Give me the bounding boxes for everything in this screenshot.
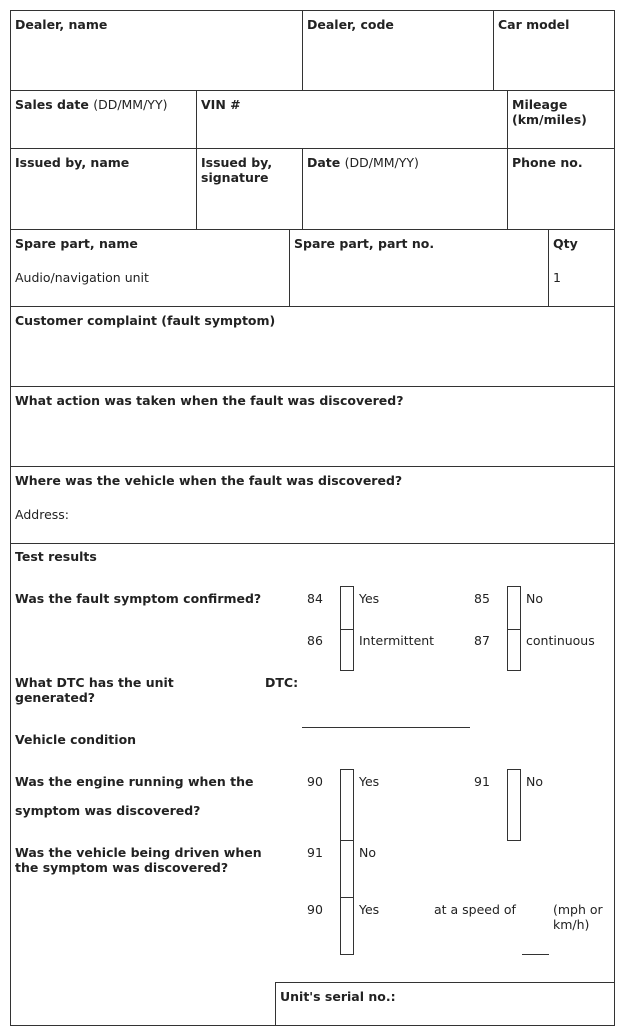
mileage-field[interactable]: [507, 90, 615, 149]
dealer-code-label: Dealer, code: [307, 17, 394, 32]
vin-field[interactable]: [196, 90, 508, 149]
action-taken-field[interactable]: [10, 386, 615, 467]
dealer-name-field[interactable]: [10, 10, 303, 91]
engine-no-code: 91: [474, 774, 490, 789]
engine-yes-label: Yes: [359, 774, 380, 789]
option-84-label: Yes: [359, 591, 380, 606]
driven-yes-checkbox[interactable]: [340, 897, 354, 955]
car-model-label: Car model: [498, 17, 570, 32]
qty-value: 1: [553, 270, 561, 285]
vehicle-location-field[interactable]: [10, 466, 615, 544]
dtc-input-line[interactable]: [302, 727, 470, 728]
dealer-name-label: Dealer, name: [15, 17, 108, 32]
issued-by-signature-field[interactable]: [196, 148, 303, 230]
option-85-checkbox[interactable]: [507, 586, 521, 630]
fault-confirmed-question: Was the fault symptom confirmed?: [15, 591, 262, 606]
car-model-field[interactable]: [493, 10, 615, 91]
vehicle-location-label: Where was the vehicle when the fault was discovered?: [15, 473, 403, 488]
qty-label: Qty: [553, 236, 578, 251]
option-86-checkbox[interactable]: [340, 629, 354, 671]
issued-by-name-field[interactable]: [10, 148, 197, 230]
option-86-code: 86: [307, 633, 323, 648]
speed-text: at a speed of: [434, 902, 516, 917]
mileage-label: Mileage (km/miles): [512, 97, 587, 127]
issued-by-signature-label: Issued by, signature: [201, 155, 273, 185]
driven-no-label: No: [359, 845, 376, 860]
driven-yes-label: Yes: [359, 902, 380, 917]
engine-running-question-line1: Was the engine running when the: [15, 774, 254, 789]
date-field[interactable]: [302, 148, 508, 230]
vin-label: VIN #: [201, 97, 241, 112]
issued-by-name-label: Issued by, name: [15, 155, 130, 170]
sales-date-label: Sales date (DD/MM/YY): [15, 97, 168, 112]
option-87-checkbox[interactable]: [507, 629, 521, 671]
serial-number-field[interactable]: [275, 982, 615, 1026]
spare-part-name-value: Audio/navigation unit: [15, 270, 149, 285]
speed-input-line[interactable]: [522, 954, 549, 955]
option-87-label: continuous: [526, 633, 595, 648]
engine-yes-code: 90: [307, 774, 323, 789]
address-label: Address:: [15, 507, 69, 522]
serial-number-label: Unit's serial no.:: [280, 989, 396, 1004]
phone-field[interactable]: [507, 148, 615, 230]
speed-unit: (mph or km/h): [553, 902, 603, 932]
dealer-code-field[interactable]: [302, 10, 494, 91]
customer-complaint-field[interactable]: [10, 306, 615, 387]
action-taken-label: What action was taken when the fault was discovered?: [15, 393, 404, 408]
vehicle-condition-title: Vehicle condition: [15, 732, 137, 747]
sales-date-field[interactable]: [10, 90, 197, 149]
engine-no-label: No: [526, 774, 543, 789]
option-85-label: No: [526, 591, 543, 606]
spare-part-number-label: Spare part, part no.: [294, 236, 435, 251]
option-85-code: 85: [474, 591, 490, 606]
dtc-label: DTC:: [265, 675, 299, 690]
option-86-label: Intermittent: [359, 633, 435, 648]
option-84-code: 84: [307, 591, 323, 606]
date-label: Date (DD/MM/YY): [307, 155, 419, 170]
qty-field[interactable]: [548, 229, 615, 307]
option-84-checkbox[interactable]: [340, 586, 354, 630]
engine-no-checkbox[interactable]: [507, 769, 521, 841]
spare-part-name-field[interactable]: [10, 229, 290, 307]
vehicle-driven-question: Was the vehicle being driven when the symptom was discovered?: [15, 845, 262, 875]
phone-label: Phone no.: [512, 155, 583, 170]
driven-yes-code: 90: [307, 902, 323, 917]
test-results-title: Test results: [15, 549, 97, 564]
customer-complaint-label: Customer complaint (fault symptom): [15, 313, 276, 328]
engine-running-question-line2: symptom was discovered?: [15, 803, 201, 818]
driven-no-code: 91: [307, 845, 323, 860]
spare-part-name-label: Spare part, name: [15, 236, 138, 251]
spare-part-number-field[interactable]: [289, 229, 549, 307]
dtc-question: What DTC has the unit generated?: [15, 675, 174, 705]
engine-yes-checkbox[interactable]: [340, 769, 354, 841]
option-87-code: 87: [474, 633, 490, 648]
driven-no-checkbox[interactable]: [340, 840, 354, 898]
